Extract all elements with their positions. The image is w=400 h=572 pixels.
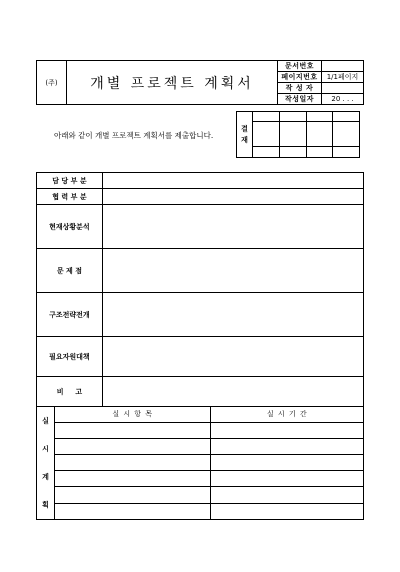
exec-side-char: 시 [42, 445, 49, 453]
meta-label-date: 작성일자 [278, 94, 322, 105]
exec-period-cell[interactable] [211, 503, 364, 519]
form-value-problems[interactable] [102, 249, 363, 293]
exec-plan-row [37, 486, 364, 503]
exec-item-cell[interactable] [54, 470, 211, 486]
exec-plan-row [37, 438, 364, 454]
exec-col-period-header: 실 시 기 간 [211, 407, 364, 423]
form-row-department [37, 173, 364, 189]
approval-header-cell [306, 112, 333, 122]
form-label: 구조전략전개 [37, 293, 103, 337]
plan-form [36, 172, 364, 520]
form-row-situation [37, 205, 364, 249]
form-value-resources[interactable] [102, 337, 363, 377]
form-label: 협 력 부 분 [37, 189, 103, 205]
approval-label-line2: 재 [241, 135, 248, 144]
document-title: 개별 프로젝트 계획서 [67, 61, 278, 105]
meta-value-doc-number[interactable] [322, 61, 364, 72]
form-label: 현재상황분석 [37, 205, 103, 249]
approval-sign-cell[interactable] [306, 122, 333, 147]
approval-label [237, 112, 253, 158]
form-row-problems [37, 249, 364, 293]
meta-value-page-number: 1/1페이지 [322, 72, 364, 83]
form-value-cooperation[interactable] [102, 189, 363, 205]
exec-plan-row [37, 503, 364, 519]
exec-plan-side-label [37, 407, 55, 520]
exec-period-cell[interactable] [211, 454, 364, 470]
exec-plan-row [37, 470, 364, 486]
form-value-remarks[interactable] [102, 377, 363, 407]
submission-statement: 아래와 같이 개별 프로젝트 계획서를 제출합니다. [54, 131, 214, 140]
exec-plan-row [37, 422, 364, 438]
form-row-strategy [37, 293, 364, 337]
exec-period-cell[interactable] [211, 422, 364, 438]
approval-sign-cell[interactable] [253, 122, 280, 147]
approval-header-cell [333, 112, 360, 122]
exec-col-items-header: 실 시 항 목 [54, 407, 211, 423]
meta-value-author[interactable] [322, 83, 364, 94]
exec-side-char: 획 [42, 501, 49, 509]
approval-label-line1: 결 [241, 124, 248, 133]
form-label: 필요자원대책 [37, 337, 103, 377]
exec-period-cell[interactable] [211, 470, 364, 486]
approval-header-cell [279, 112, 306, 122]
exec-period-cell[interactable] [211, 438, 364, 454]
exec-side-char: 실 [42, 417, 49, 425]
meta-label-doc-number: 문서번호 [278, 61, 322, 72]
form-row-resources [37, 337, 364, 377]
approval-box [236, 111, 360, 158]
approval-date-cell[interactable] [333, 147, 360, 158]
exec-item-cell[interactable] [54, 422, 211, 438]
exec-item-cell[interactable] [54, 503, 211, 519]
company-label: (주) [37, 61, 67, 105]
approval-header-cell [253, 112, 280, 122]
approval-date-cell[interactable] [306, 147, 333, 158]
document-header [36, 60, 364, 105]
form-row-remarks [37, 377, 364, 407]
form-value-situation[interactable] [102, 205, 363, 249]
approval-sign-cell[interactable] [279, 122, 306, 147]
exec-item-cell[interactable] [54, 454, 211, 470]
form-row-cooperation [37, 189, 364, 205]
form-label: 담 당 부 분 [37, 173, 103, 189]
form-value-strategy[interactable] [102, 293, 363, 337]
form-label: 문 제 점 [37, 249, 103, 293]
approval-date-cell[interactable] [279, 147, 306, 158]
exec-plan-header-row [37, 407, 364, 423]
exec-plan-row [37, 454, 364, 470]
approval-date-cell[interactable] [253, 147, 280, 158]
meta-label-page-number: 페이지번호 [278, 72, 322, 83]
meta-label-author: 작 성 자 [278, 83, 322, 94]
form-value-department[interactable] [102, 173, 363, 189]
meta-value-date[interactable]: 20 . . . [322, 94, 364, 105]
exec-item-cell[interactable] [54, 486, 211, 503]
exec-item-cell[interactable] [54, 438, 211, 454]
form-label: 비 고 [37, 377, 103, 407]
approval-sign-cell[interactable] [333, 122, 360, 147]
exec-side-char: 계 [42, 473, 49, 481]
exec-period-cell[interactable] [211, 486, 364, 503]
